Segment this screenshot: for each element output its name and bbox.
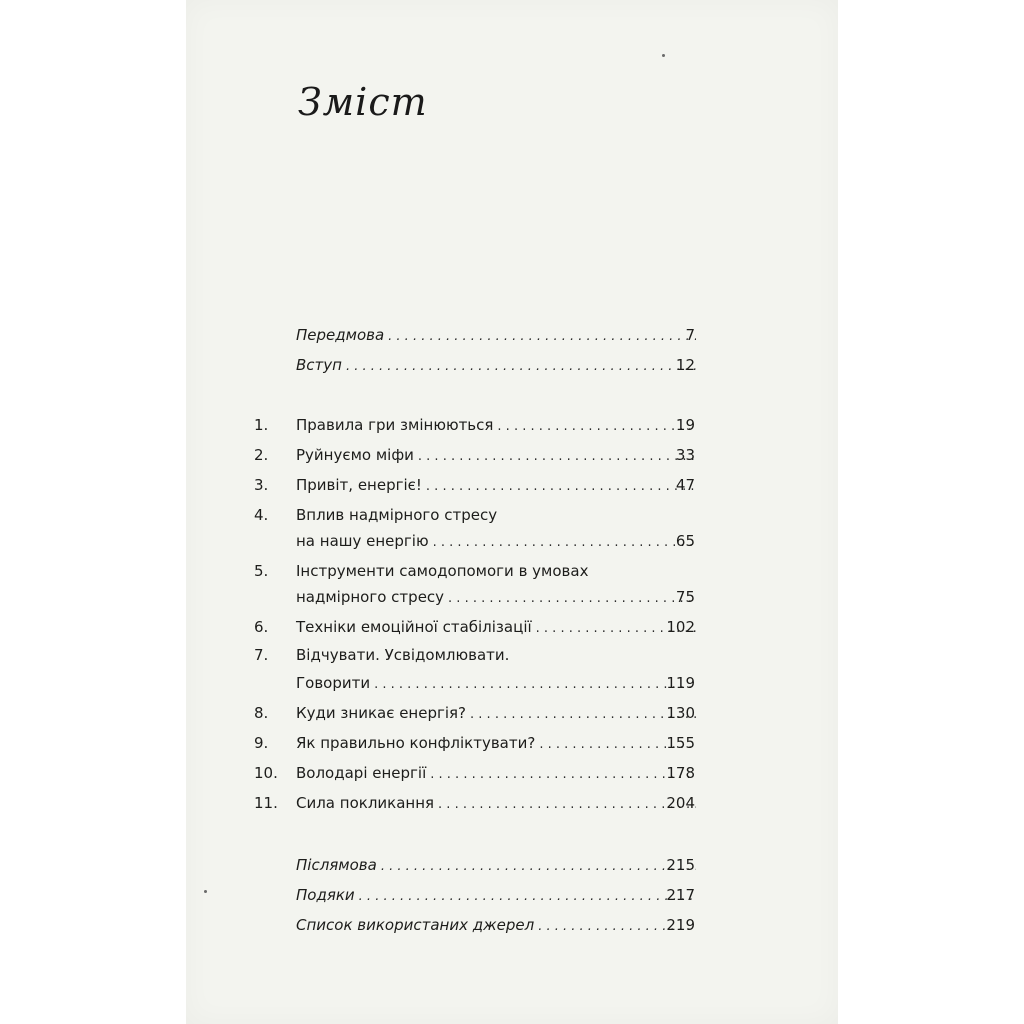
chapter-title: Як правильно конфліктувати? — [296, 734, 536, 752]
toc-page-number: 75 — [675, 588, 695, 606]
chapter-title: Сила покликання — [296, 794, 435, 812]
chapter-number: 3. — [254, 476, 269, 494]
toc-page-number: 215 — [666, 856, 695, 874]
toc-page-number: 155 — [666, 734, 695, 752]
chapter-number: 9. — [254, 734, 269, 752]
leader-dots — [438, 791, 696, 818]
chapter-title-line: Вплив надмірного стресу — [296, 506, 498, 524]
leader-dots — [418, 443, 696, 470]
toc-page-number: 217 — [666, 886, 695, 904]
leader-dots — [381, 853, 696, 880]
toc-page-number: 204 — [666, 794, 695, 812]
toc-page-number: 178 — [666, 764, 695, 782]
leader-dots — [374, 671, 696, 698]
chapter-title: Привіт, енергіє! — [296, 476, 422, 494]
toc-entry-label: Подяки — [296, 886, 355, 904]
chapter-title-line: Говорити — [296, 674, 371, 692]
leader-dots — [470, 701, 696, 728]
chapter-title-line: Відчувати. Усвідомлювати. — [296, 646, 510, 664]
chapter-number: 11. — [254, 794, 278, 812]
leader-dots — [430, 761, 696, 788]
chapter-title: Куди зникає енергія? — [296, 704, 467, 722]
leader-dots — [388, 323, 696, 350]
chapter-number: 4. — [254, 506, 269, 524]
toc-entry-label: Список використаних джерел — [296, 916, 535, 934]
toc-page-number: 47 — [675, 476, 695, 494]
toc-page-number: 19 — [675, 416, 695, 434]
chapter-title-line: Інструменти самодопомоги в умовах — [296, 562, 589, 580]
toc-entry-label: Вступ — [296, 356, 342, 374]
chapter-title: Правила гри змінюються — [296, 416, 494, 434]
chapter-number: 2. — [254, 446, 269, 464]
leader-dots — [346, 353, 696, 380]
leader-dots — [497, 413, 696, 440]
toc-page-number: 7 — [685, 326, 695, 344]
chapter-number: 1. — [254, 416, 269, 434]
chapter-number: 7. — [254, 646, 269, 664]
chapter-title-line: на нашу енергію — [296, 532, 429, 550]
chapter-number: 5. — [254, 562, 269, 580]
table-of-contents — [186, 0, 838, 1024]
chapter-title: Техніки емоційної стабілізації — [296, 618, 532, 636]
chapter-title: Руйнуємо міфи — [296, 446, 414, 464]
leader-dots — [448, 585, 696, 612]
leader-dots — [359, 883, 696, 910]
toc-entry-label: Післямова — [296, 856, 377, 874]
toc-entry-label: Передмова — [296, 326, 385, 344]
chapter-number: 10. — [254, 764, 278, 782]
toc-page-number: 130 — [666, 704, 695, 722]
leader-dots — [426, 473, 696, 500]
toc-page-number: 65 — [675, 532, 695, 550]
chapter-number: 8. — [254, 704, 269, 722]
toc-page-number: 219 — [666, 916, 695, 934]
chapter-title: Володарі енергії — [296, 764, 427, 782]
toc-page-number: 102 — [666, 618, 695, 636]
toc-page-number: 12 — [675, 356, 695, 374]
chapter-title-line: надмірного стресу — [296, 588, 445, 606]
book-page — [186, 0, 838, 1024]
page-title: Зміст — [298, 80, 428, 124]
toc-page-number: 33 — [675, 446, 695, 464]
chapter-number: 6. — [254, 618, 269, 636]
leader-dots — [433, 529, 696, 556]
toc-page-number: 119 — [666, 674, 695, 692]
